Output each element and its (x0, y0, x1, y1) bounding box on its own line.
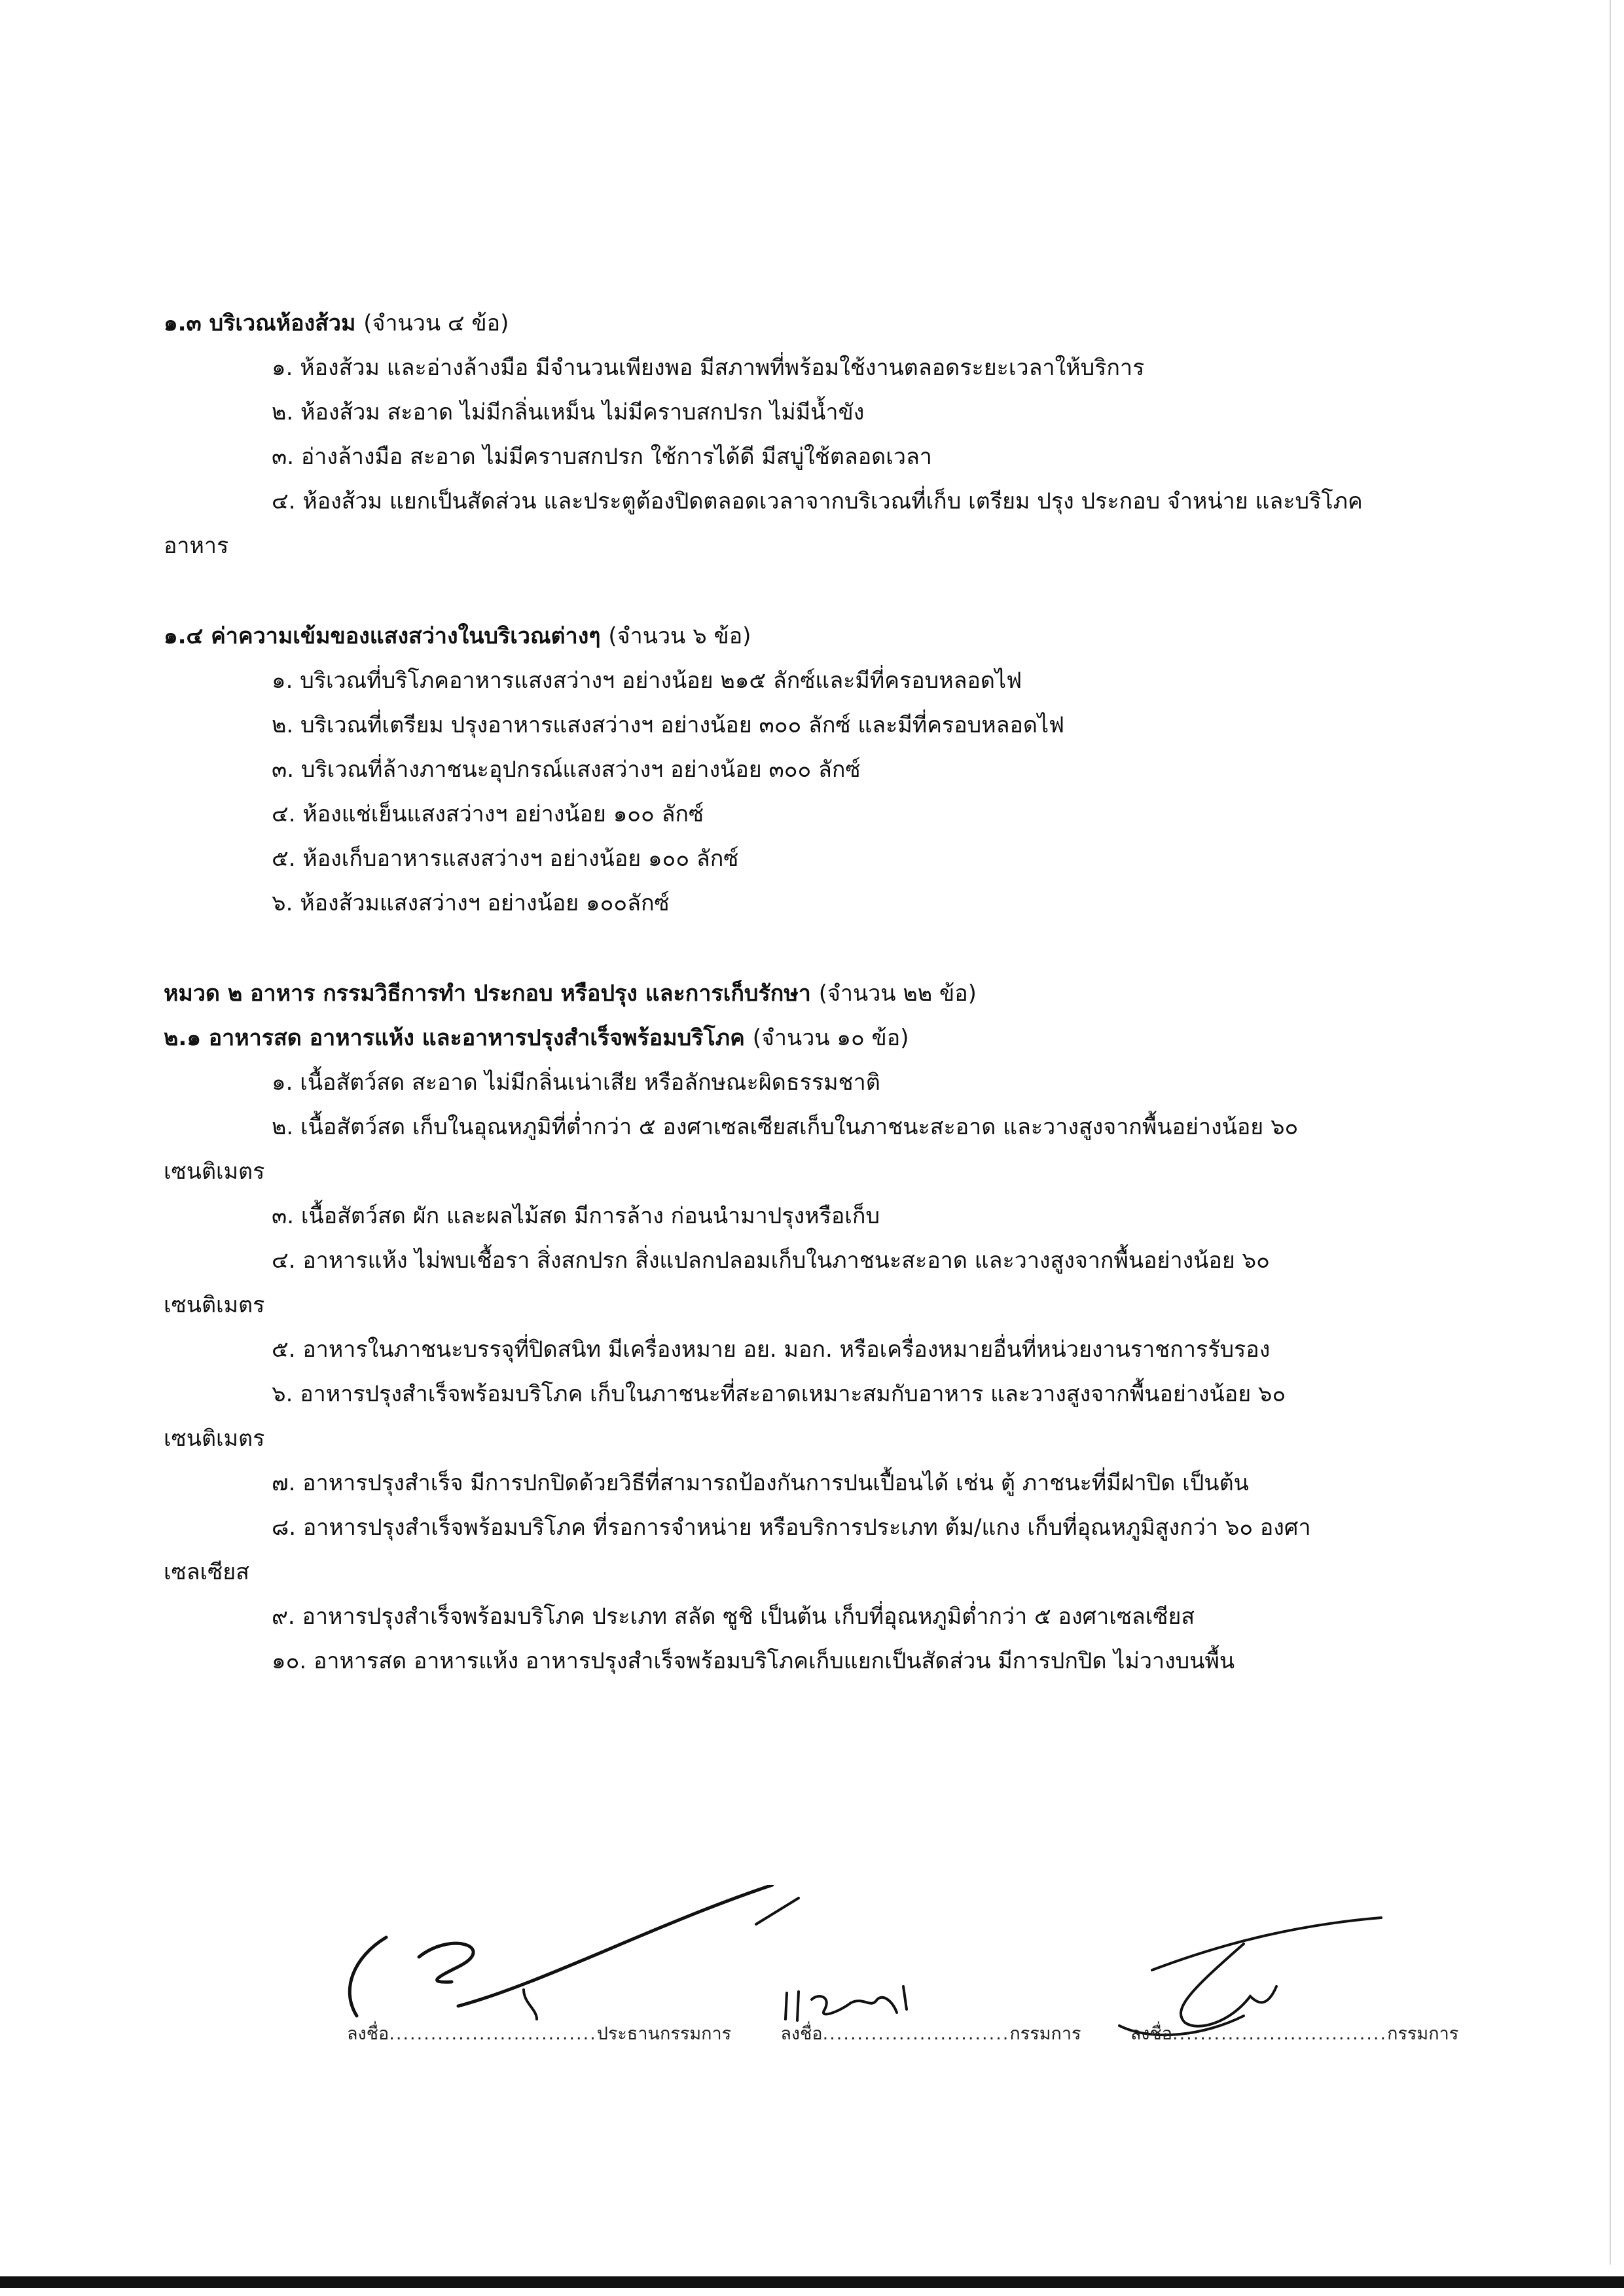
section-heading-text: ๑.๔ ค่าความเข้มของแสงสว่างในบริเวณต่างๆ (164, 623, 601, 649)
list-item: ๑. เนื้อสัตว์สด สะอาด ไม่มีกลิ่นเน่าเสีย หรือลักษณะผิดธรรมชาติ (272, 1069, 880, 1096)
section-heading-text: ๒.๑ อาหารสด อาหารแห้ง และอาหารปรุงสำเร็จพร้อมบริโภค (164, 1025, 745, 1051)
list-item-continuation: เซนติเมตร (164, 1426, 265, 1452)
list-item: ๖. ห้องส้วมแสงสว่างฯ อย่างน้อย ๑๐๐ลักซ์ (272, 890, 670, 916)
role-chair: ประธานกรรมการ (596, 2024, 732, 2044)
category-2-heading (164, 978, 977, 1009)
category-heading-text: หมวด ๒ อาหาร กรรมวิธีการทำ ประกอบ หรือปรุง และการเก็บรักษา (164, 980, 811, 1007)
list-item: ๔. อาหารแห้ง ไม่พบเชื้อรา สิ่งสกปรก สิ่งแปลกปลอมเก็บในภาชนะสะอาด และวางสูงจากพื้นอย่างน้อย ๖๐ (272, 1247, 1270, 1274)
section-note: (จำนวน ๑๐ ข้อ) (752, 1025, 909, 1051)
list-item-continuation: อาหาร (164, 533, 229, 559)
section-1-3-heading (164, 308, 509, 339)
sign-label: ลงชื่อ (780, 2024, 823, 2044)
list-item: ๔. ห้องส้วม แยกเป็นสัดส่วน และประตูต้องปิดตลอดเวลาจากบริเวณที่เก็บ เตรียม ปรุง ประกอบ จำหน่าย และบริโภค (272, 488, 1363, 514)
sign-dots: ........................... (822, 2024, 1010, 2044)
list-item: ๗. อาหารปรุงสำเร็จ มีการปกปิดด้วยวิธีที่สามารถป้องกันการปนเปื้อนได้ เช่น ตู้ ภาชนะที่มีฝาปิด เป็นต้น (272, 1470, 1249, 1496)
role-member: กรรมการ (1009, 2024, 1081, 2044)
signature-row (347, 2019, 1458, 2047)
list-item-continuation: เซนติเมตร (164, 1158, 265, 1185)
list-item-continuation: เซลเซียส (164, 1559, 249, 1585)
list-item: ๙. อาหารปรุงสำเร็จพร้อมบริโภค ประเภท สลัด ซูชิ เป็นต้น เก็บที่อุณหภูมิต่ำกว่า ๕ องศาเซลเซียส (272, 1604, 1195, 1630)
category-note: (จำนวน ๒๒ ข้อ) (818, 980, 977, 1007)
scan-bottom-bar (0, 2276, 1624, 2288)
list-item: ๑๐. อาหารสด อาหารแห้ง อาหารปรุงสำเร็จพร้อมบริโภคเก็บแยกเป็นสัดส่วน มีการปกปิด ไม่วางบนพื้น (272, 1648, 1235, 1674)
list-item: ๒. ห้องส้วม สะอาด ไม่มีกลิ่นเหม็น ไม่มีคราบสกปรก ไม่มีน้ำขัง (272, 399, 865, 425)
list-item: ๓. บริเวณที่ล้างภาชนะอุปกรณ์แสงสว่างฯ อย่างน้อย ๓๐๐ ลักซ์ (272, 757, 861, 783)
list-item: ๒. บริเวณที่เตรียม ปรุงอาหารแสงสว่างฯ อย่างน้อย ๓๐๐ ลักซ์ และมีที่ครอบหลอดไฟ (272, 712, 1065, 738)
section-note: (จำนวน ๖ ข้อ) (608, 623, 751, 649)
list-item: ๕. ห้องเก็บอาหารแสงสว่างฯ อย่างน้อย ๑๐๐ ลักซ์ (272, 846, 739, 872)
sign-label: ลงชื่อ (1130, 2024, 1173, 2044)
scan-edge-line (1610, 0, 1611, 2265)
list-item: ๖. อาหารปรุงสำเร็จพร้อมบริโภค เก็บในภาชนะที่สะอาดเหมาะสมกับอาหาร และวางสูงจากพื้นอย่างน้อย ๖๐ (272, 1381, 1286, 1407)
section-2-1-heading (164, 1022, 909, 1054)
list-item: ๔. ห้องแช่เย็นแสงสว่างฯ อย่างน้อย ๑๐๐ ลักซ์ (272, 801, 704, 827)
section-note: (จำนวน ๔ ข้อ) (363, 310, 509, 336)
list-item: ๘. อาหารปรุงสำเร็จพร้อมบริโภค ที่รอการจำหน่าย หรือบริการประเภท ต้ม/แกง เก็บที่อุณหภูมิสูงกว่า ๖๐ องศา (272, 1515, 1311, 1541)
list-item: ๕. อาหารในภาชนะบรรจุที่ปิดสนิท มีเครื่องหมาย อย. มอก. หรือเครื่องหมายอื่นที่หน่วยงานราชการรับรอง (272, 1336, 1271, 1363)
sign-label: ลงชื่อ (347, 2024, 389, 2044)
list-item: ๓. อ่างล้างมือ สะอาด ไม่มีคราบสกปรก ใช้การได้ดี มีสบู่ใช้ตลอดเวลา (272, 444, 932, 470)
list-item: ๑. ห้องส้วม และอ่างล้างมือ มีจำนวนเพียงพอ มีสภาพที่พร้อมใช้งานตลอดระยะเวลาให้บริการ (272, 355, 1145, 381)
list-item: ๒. เนื้อสัตว์สด เก็บในอุณหภูมิที่ต่ำกว่า ๕ องศาเซลเซียสเก็บในภาชนะสะอาด และวางสูงจากพื้นอย่างน้อย ๖๐ (272, 1114, 1299, 1140)
list-item: ๑. บริเวณที่บริโภคอาหารแสงสว่างฯ อย่างน้อย ๒๑๕ ลักซ์และมีที่ครอบหลอดไฟ (272, 668, 1022, 694)
section-heading-text: ๑.๓ บริเวณห้องส้วม (164, 310, 356, 336)
section-1-4-heading (164, 620, 751, 652)
sign-dots: .............................. (389, 2024, 597, 2044)
list-item-continuation: เซนติเมตร (164, 1292, 265, 1318)
role-member: กรรมการ (1387, 2024, 1459, 2044)
sign-dots: ............................... (1172, 2024, 1388, 2044)
list-item: ๓. เนื้อสัตว์สด ผัก และผลไม้สด มีการล้าง ก่อนนำมาปรุงหรือเก็บ (272, 1203, 880, 1229)
